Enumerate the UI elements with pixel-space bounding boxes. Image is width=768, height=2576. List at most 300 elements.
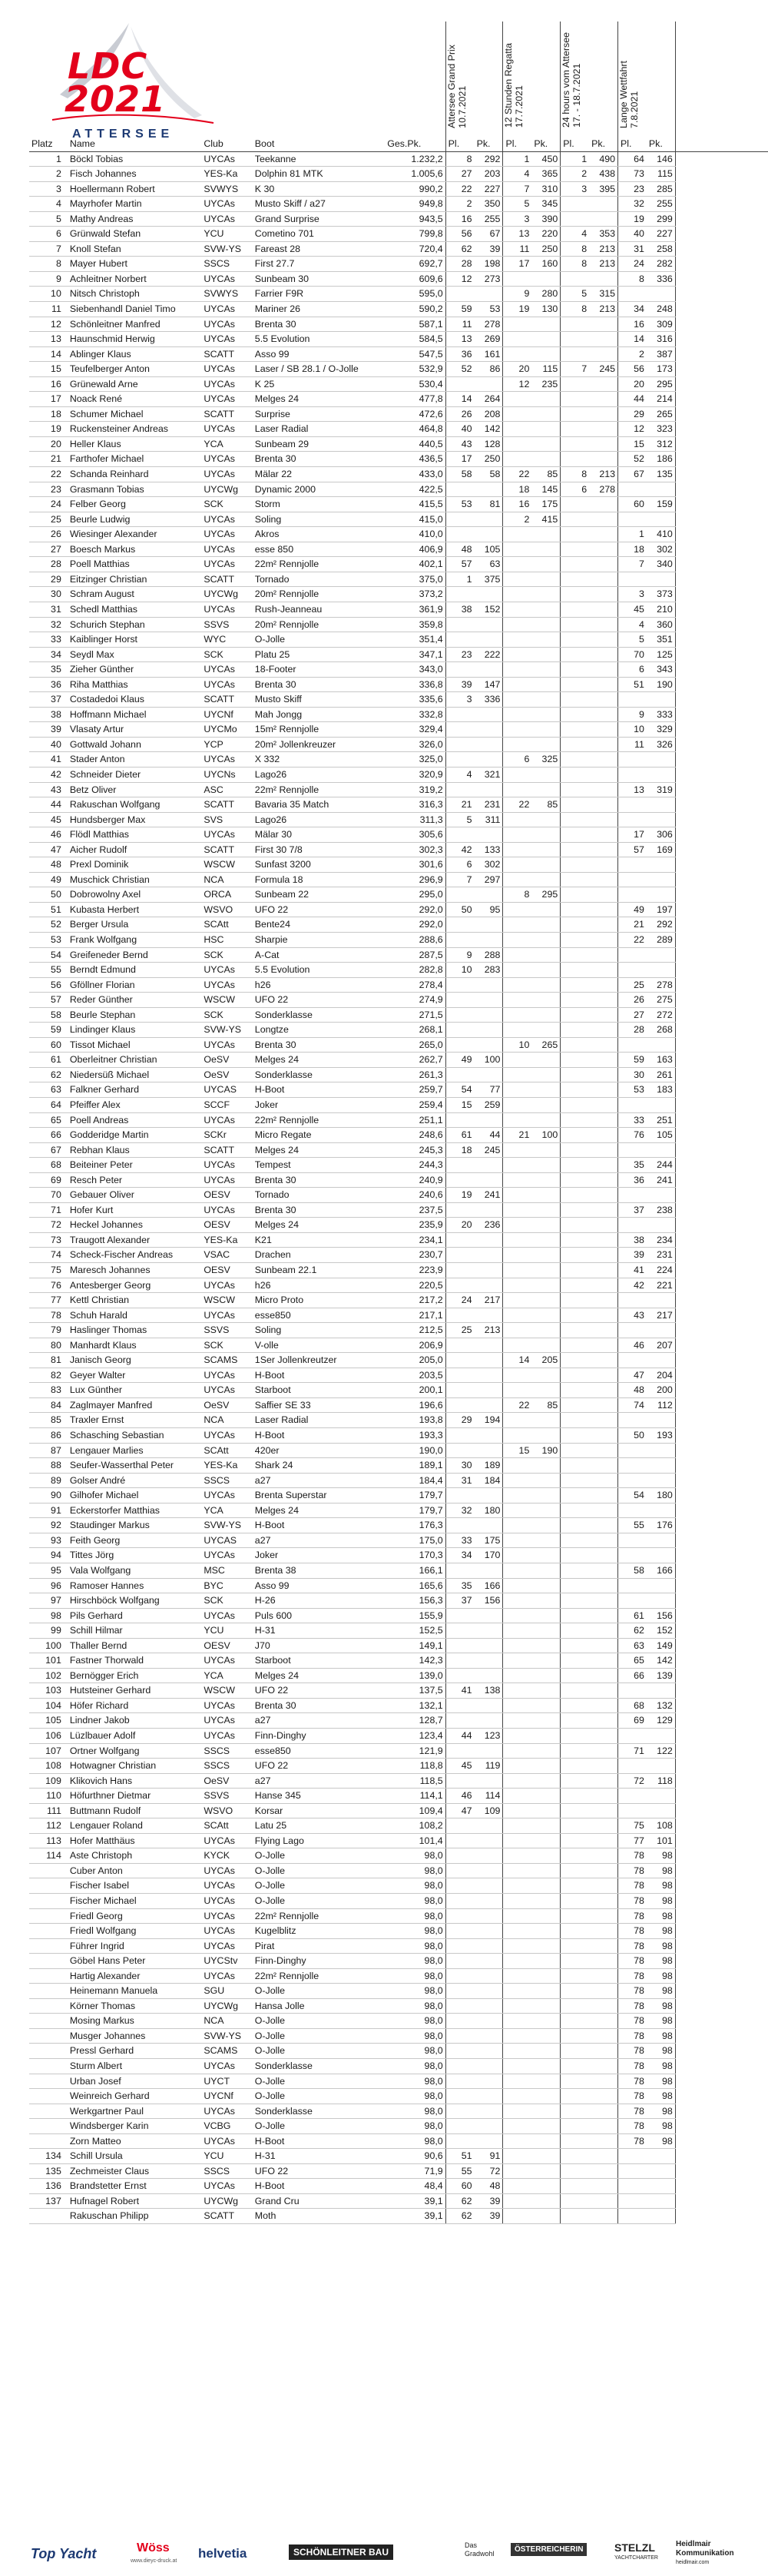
cell-pk-2 [531, 782, 560, 797]
cell-pl-4: 7 [618, 557, 647, 572]
cell-name: Pils Gerhard [68, 1608, 201, 1623]
table-row [29, 2028, 768, 2044]
table-row [29, 436, 768, 452]
cell-pl-4 [618, 1578, 647, 1593]
cell-pl-3 [561, 632, 589, 648]
table-row [29, 1443, 768, 1458]
cell-pl-1 [445, 887, 474, 903]
cell-pl-4: 9 [618, 707, 647, 722]
cell-platz: 67 [29, 1142, 68, 1158]
cell-ges: 114,1 [385, 1789, 445, 1804]
cell-pk-3 [589, 932, 617, 947]
cell-boot: O-Jolle [253, 632, 385, 648]
cell-pk-2: 205 [531, 1353, 560, 1368]
cell-club: UYCAs [201, 542, 252, 557]
row-spacer [675, 602, 768, 617]
cell-pk-2 [531, 1218, 560, 1233]
cell-pl-3 [561, 2119, 589, 2134]
cell-platz [29, 1954, 68, 1969]
cell-platz: 62 [29, 1067, 68, 1082]
cell-pl-3 [561, 1473, 589, 1488]
cell-pl-2 [503, 2028, 531, 2044]
cell-pk-1 [475, 512, 503, 527]
cell-platz [29, 2014, 68, 2029]
cell-pk-2 [531, 1413, 560, 1428]
cell-pl-1 [445, 2119, 474, 2134]
cell-pk-3: 438 [589, 167, 617, 182]
table-row [29, 181, 768, 197]
cell-pl-4: 21 [618, 917, 647, 933]
cell-club: YCP [201, 737, 252, 752]
cell-pl-2: 19 [503, 302, 531, 317]
cell-name: Aste Christoph [68, 1848, 201, 1864]
cell-pk-2 [531, 662, 560, 678]
cell-pk-3 [589, 497, 617, 512]
cell-pl-4: 46 [618, 1338, 647, 1353]
cell-pk-3 [589, 512, 617, 527]
cell-pk-1: 114 [475, 1789, 503, 1804]
row-spacer [675, 617, 768, 632]
cell-pl-2 [503, 1172, 531, 1188]
cell-pl-3 [561, 527, 589, 542]
cell-pk-1 [475, 1172, 503, 1188]
row-spacer [675, 782, 768, 797]
cell-ges: 235,9 [385, 1218, 445, 1233]
cell-name: Rakuschan Philipp [68, 2209, 201, 2224]
cell-club: UYCAs [201, 452, 252, 467]
cell-pk-4: 98 [647, 1908, 675, 1924]
table-row [29, 993, 768, 1008]
cell-pl-4 [618, 887, 647, 903]
table-row [29, 932, 768, 947]
cell-pl-1: 39 [445, 677, 474, 692]
cell-club: UYCAs [201, 827, 252, 843]
cell-pl-4: 78 [618, 2089, 647, 2104]
cell-pl-4: 6 [618, 662, 647, 678]
cell-pk-1: 264 [475, 392, 503, 407]
cell-boot: Drachen [253, 1248, 385, 1263]
row-spacer [675, 557, 768, 572]
cell-club: UYCAs [201, 197, 252, 212]
cell-pl-2 [503, 1023, 531, 1038]
cell-pk-3 [589, 2089, 617, 2104]
cell-boot: H-Boot [253, 1428, 385, 1444]
cell-pk-3 [589, 1908, 617, 1924]
cell-pl-3 [561, 1968, 589, 1984]
cell-platz: 84 [29, 1397, 68, 1413]
cell-pl-3 [561, 332, 589, 347]
cell-ges: 98,0 [385, 2119, 445, 2134]
cell-platz: 49 [29, 872, 68, 887]
cell-pk-3 [589, 271, 617, 287]
cell-pk-1: 123 [475, 1728, 503, 1743]
cell-pl-1 [445, 1488, 474, 1503]
cell-pl-3 [561, 707, 589, 722]
cell-pl-4: 78 [618, 2074, 647, 2089]
cell-pl-2: 8 [503, 887, 531, 903]
cell-pk-1 [475, 2119, 503, 2134]
cell-pl-4 [618, 1142, 647, 1158]
cell-ges: 98,0 [385, 1848, 445, 1864]
cell-pk-2 [531, 632, 560, 648]
cell-pl-4: 64 [618, 151, 647, 167]
cell-name: Mosing Markus [68, 2014, 201, 2029]
cell-boot: h26 [253, 1278, 385, 1293]
cell-pk-2 [531, 1623, 560, 1639]
cell-name: Buttmann Rudolf [68, 1803, 201, 1818]
cell-pk-4: 387 [647, 346, 675, 362]
table-row [29, 677, 768, 692]
cell-pl-1 [445, 2089, 474, 2104]
cell-name: Heinemann Manuela [68, 1984, 201, 1999]
table-row [29, 197, 768, 212]
cell-pk-3 [589, 1188, 617, 1203]
cell-pk-1 [475, 1232, 503, 1248]
cell-pk-3 [589, 1023, 617, 1038]
cell-name: Thaller Bernd [68, 1638, 201, 1653]
cell-pl-1: 37 [445, 1593, 474, 1609]
cell-boot: O-Jolle [253, 1893, 385, 1908]
event-date-2: 17.7.2021 [514, 85, 525, 128]
row-spacer [675, 452, 768, 467]
cell-pk-1: 184 [475, 1473, 503, 1488]
cell-pk-2 [531, 1458, 560, 1474]
row-spacer [675, 1803, 768, 1818]
cell-pk-4: 299 [647, 211, 675, 227]
cell-name: Teufelberger Anton [68, 362, 201, 377]
table-row [29, 752, 768, 767]
cell-pl-1 [445, 1893, 474, 1908]
cell-pl-1: 6 [445, 857, 474, 873]
cell-pl-1 [445, 2059, 474, 2074]
table-row [29, 1338, 768, 1353]
cell-platz: 89 [29, 1473, 68, 1488]
cell-platz: 65 [29, 1112, 68, 1128]
row-spacer [675, 1218, 768, 1233]
cell-name: Hirschböck Wolfgang [68, 1593, 201, 1609]
cell-pk-1 [475, 752, 503, 767]
cell-pl-1 [445, 1263, 474, 1278]
cell-pl-3 [561, 512, 589, 527]
cell-platz: 26 [29, 527, 68, 542]
cell-ges: 118,5 [385, 1773, 445, 1789]
cell-boot: Farrier F9R [253, 287, 385, 302]
cell-pk-4: 251 [647, 1112, 675, 1128]
cell-pl-2 [503, 1863, 531, 1878]
cell-club: WSCW [201, 1683, 252, 1699]
cell-boot: O-Jolle [253, 1878, 385, 1894]
cell-ges: 590,2 [385, 302, 445, 317]
cell-boot: Fareast 28 [253, 241, 385, 257]
cell-boot: 22m² Rennjolle [253, 1968, 385, 1984]
cell-ges: 206,9 [385, 1338, 445, 1353]
cell-boot: Lago26 [253, 812, 385, 827]
cell-pl-2 [503, 917, 531, 933]
cell-name: Lux Günther [68, 1383, 201, 1398]
cell-pk-2 [531, 977, 560, 993]
cell-pl-3 [561, 1338, 589, 1353]
cell-pk-1: 336 [475, 692, 503, 708]
sponsor-topyacht: Top Yacht [31, 2546, 97, 2561]
cell-pl-1 [445, 1968, 474, 1984]
cell-club: WYC [201, 632, 252, 648]
cell-pk-4: 98 [647, 1848, 675, 1864]
cell-pk-3 [589, 332, 617, 347]
cell-ges: 98,0 [385, 1938, 445, 1954]
cell-ges: 990,2 [385, 181, 445, 197]
cell-ges: 166,1 [385, 1563, 445, 1578]
cell-ges: 1.005,6 [385, 167, 445, 182]
cell-ges: 220,5 [385, 1278, 445, 1293]
cell-platz: 80 [29, 1338, 68, 1353]
cell-pl-3 [561, 812, 589, 827]
cell-pl-1 [445, 1232, 474, 1248]
col-name: Name [68, 137, 201, 151]
cell-ges: 261,3 [385, 1067, 445, 1082]
row-spacer [675, 2014, 768, 2029]
cell-name: Dobrowolny Axel [68, 887, 201, 903]
cell-pl-1: 55 [445, 2163, 474, 2179]
cell-pl-1: 23 [445, 647, 474, 662]
cell-pk-1 [475, 1518, 503, 1533]
cell-pk-1: 63 [475, 557, 503, 572]
cell-platz: 135 [29, 2163, 68, 2179]
table-row [29, 346, 768, 362]
cell-pk-1 [475, 1037, 503, 1053]
cell-club: UYCAs [201, 2104, 252, 2119]
col-pk-3: Pk. [589, 137, 617, 151]
cell-name: Gebauer Oliver [68, 1188, 201, 1203]
cell-pl-1 [445, 1623, 474, 1639]
cell-pl-4 [618, 2179, 647, 2194]
cell-name: Beurle Ludwig [68, 512, 201, 527]
row-spacer [675, 1353, 768, 1368]
row-spacer [675, 1653, 768, 1669]
cell-pk-2 [531, 1728, 560, 1743]
cell-ges: 410,0 [385, 527, 445, 542]
table-row [29, 1548, 768, 1563]
cell-pk-4: 207 [647, 1338, 675, 1353]
cell-pl-4: 78 [618, 1968, 647, 1984]
cell-pl-2: 5 [503, 197, 531, 212]
cell-club: UYCAs [201, 527, 252, 542]
cell-pl-1: 3 [445, 692, 474, 708]
cell-pl-1 [445, 1172, 474, 1188]
cell-pl-1: 42 [445, 842, 474, 857]
cell-pk-4 [647, 1443, 675, 1458]
cell-boot: Flying Lago [253, 1833, 385, 1848]
cell-pk-1 [475, 2104, 503, 2119]
cell-name: Resch Peter [68, 1172, 201, 1188]
cell-pl-4: 78 [618, 1954, 647, 1969]
cell-ges: 274,9 [385, 993, 445, 1008]
cell-pk-3 [589, 2179, 617, 2194]
cell-ges: 296,9 [385, 872, 445, 887]
cell-pl-1: 47 [445, 1803, 474, 1818]
cell-pk-2 [531, 1518, 560, 1533]
cell-pl-4: 5 [618, 632, 647, 648]
cell-pk-3 [589, 1773, 617, 1789]
cell-pk-4: 309 [647, 317, 675, 332]
cell-ges: 287,5 [385, 947, 445, 963]
cell-pk-2 [531, 1638, 560, 1653]
cell-pk-1 [475, 1112, 503, 1128]
table-row [29, 572, 768, 587]
cell-pk-3 [589, 617, 617, 632]
cell-pk-4: 152 [647, 1623, 675, 1639]
row-spacer [675, 1308, 768, 1323]
cell-pl-4: 65 [618, 1653, 647, 1669]
cell-pk-2 [531, 947, 560, 963]
table-row [29, 692, 768, 708]
cell-pk-3 [589, 2163, 617, 2179]
cell-pl-3 [561, 917, 589, 933]
cell-platz: 97 [29, 1593, 68, 1609]
cell-ges: 436,5 [385, 452, 445, 467]
cell-pk-1: 39 [475, 2193, 503, 2209]
table-row [29, 1383, 768, 1398]
cell-club: UYCAs [201, 1202, 252, 1218]
cell-platz: 52 [29, 917, 68, 933]
cell-pk-3 [589, 1142, 617, 1158]
cell-pl-3 [561, 1803, 589, 1818]
cell-pk-2 [531, 2014, 560, 2029]
cell-pl-4 [618, 1098, 647, 1113]
cell-pk-4: 316 [647, 332, 675, 347]
cell-name: Tissot Michael [68, 1037, 201, 1053]
cell-pk-1 [475, 1938, 503, 1954]
cell-pk-3 [589, 1878, 617, 1894]
cell-pk-1 [475, 2133, 503, 2149]
cell-pk-2 [531, 1924, 560, 1939]
cell-pl-4: 62 [618, 1623, 647, 1639]
cell-club: SCATT [201, 842, 252, 857]
row-spacer [675, 902, 768, 917]
cell-pl-1: 33 [445, 1533, 474, 1548]
cell-club: UYCAs [201, 332, 252, 347]
cell-name: Costadedoi Klaus [68, 692, 201, 708]
cell-platz: 87 [29, 1443, 68, 1458]
cell-pl-4: 17 [618, 827, 647, 843]
table-row [29, 1232, 768, 1248]
row-spacer [675, 917, 768, 933]
cell-pl-2 [503, 692, 531, 708]
cell-pl-4 [618, 1473, 647, 1488]
cell-pl-4: 78 [618, 1924, 647, 1939]
table-row [29, 1713, 768, 1729]
cell-pl-4 [618, 1413, 647, 1428]
cell-ges: 98,0 [385, 1998, 445, 2014]
cell-pl-2 [503, 1593, 531, 1609]
cell-pl-1: 18 [445, 1142, 474, 1158]
cell-name: Lengauer Roland [68, 1818, 201, 1834]
cell-boot: Laser Radial [253, 1413, 385, 1428]
cell-pl-4 [618, 857, 647, 873]
table-row [29, 422, 768, 437]
cell-pl-4: 77 [618, 1833, 647, 1848]
cell-pl-2 [503, 1293, 531, 1308]
cell-club: UYCAs [201, 1863, 252, 1878]
cell-pk-2 [531, 2059, 560, 2074]
cell-pl-3 [561, 963, 589, 978]
cell-ges: 217,2 [385, 1293, 445, 1308]
cell-pk-2: 100 [531, 1128, 560, 1143]
cell-pl-2: 17 [503, 257, 531, 272]
cell-pl-3 [561, 2044, 589, 2059]
cell-pl-3: 7 [561, 362, 589, 377]
cell-name: Hundsberger Max [68, 812, 201, 827]
cell-platz: 83 [29, 1383, 68, 1398]
cell-pl-3 [561, 827, 589, 843]
table-row [29, 1278, 768, 1293]
cell-pk-4: 98 [647, 2104, 675, 2119]
table-row [29, 842, 768, 857]
cell-club: UYCAs [201, 1112, 252, 1128]
cell-club: UYCAs [201, 1383, 252, 1398]
cell-pk-1: 231 [475, 797, 503, 813]
cell-boot: 15m² Rennjolle [253, 722, 385, 738]
cell-club: UYCWg [201, 2193, 252, 2209]
cell-pl-3 [561, 1623, 589, 1639]
cell-pl-1 [445, 1428, 474, 1444]
table-row [29, 1818, 768, 1834]
cell-pk-3: 490 [589, 151, 617, 167]
cell-pl-2 [503, 1728, 531, 1743]
cell-name: Grünwald Stefan [68, 227, 201, 242]
cell-pk-3 [589, 2014, 617, 2029]
cell-pk-1: 278 [475, 317, 503, 332]
cell-pk-1: 119 [475, 1759, 503, 1774]
cell-pl-4: 23 [618, 181, 647, 197]
cell-pl-3 [561, 1067, 589, 1082]
cell-club: UYCAs [201, 376, 252, 392]
row-spacer [675, 1128, 768, 1143]
cell-pl-1: 57 [445, 557, 474, 572]
cell-pl-4 [618, 1037, 647, 1053]
cell-pk-3 [589, 1413, 617, 1428]
cell-pl-3 [561, 2163, 589, 2179]
cell-platz: 75 [29, 1263, 68, 1278]
cell-pk-2 [531, 2028, 560, 2044]
cell-pk-3 [589, 1713, 617, 1729]
cell-pk-2 [531, 692, 560, 708]
cell-pk-1: 222 [475, 647, 503, 662]
cell-ges: 244,3 [385, 1158, 445, 1173]
cell-pl-3 [561, 211, 589, 227]
cell-boot: H-Boot [253, 2179, 385, 2194]
cell-club: UYCStv [201, 1954, 252, 1969]
cell-name: Lindinger Klaus [68, 1023, 201, 1038]
cell-pk-1 [475, 287, 503, 302]
row-spacer [675, 1698, 768, 1713]
table-row [29, 482, 768, 497]
cell-club: UYCMo [201, 722, 252, 738]
cell-ges: 265,0 [385, 1037, 445, 1053]
row-spacer [675, 406, 768, 422]
row-spacer [675, 392, 768, 407]
cell-club: OeSV [201, 1773, 252, 1789]
cell-pk-2 [531, 1938, 560, 1954]
cell-platz: 88 [29, 1458, 68, 1474]
table-row [29, 1728, 768, 1743]
cell-pk-3 [589, 2074, 617, 2089]
cell-name: Gilhofer Michael [68, 1488, 201, 1503]
table-row [29, 1578, 768, 1593]
cell-pk-2 [531, 647, 560, 662]
cell-pl-1: 2 [445, 197, 474, 212]
cell-pk-4: 142 [647, 1653, 675, 1669]
cell-pk-3 [589, 1984, 617, 1999]
